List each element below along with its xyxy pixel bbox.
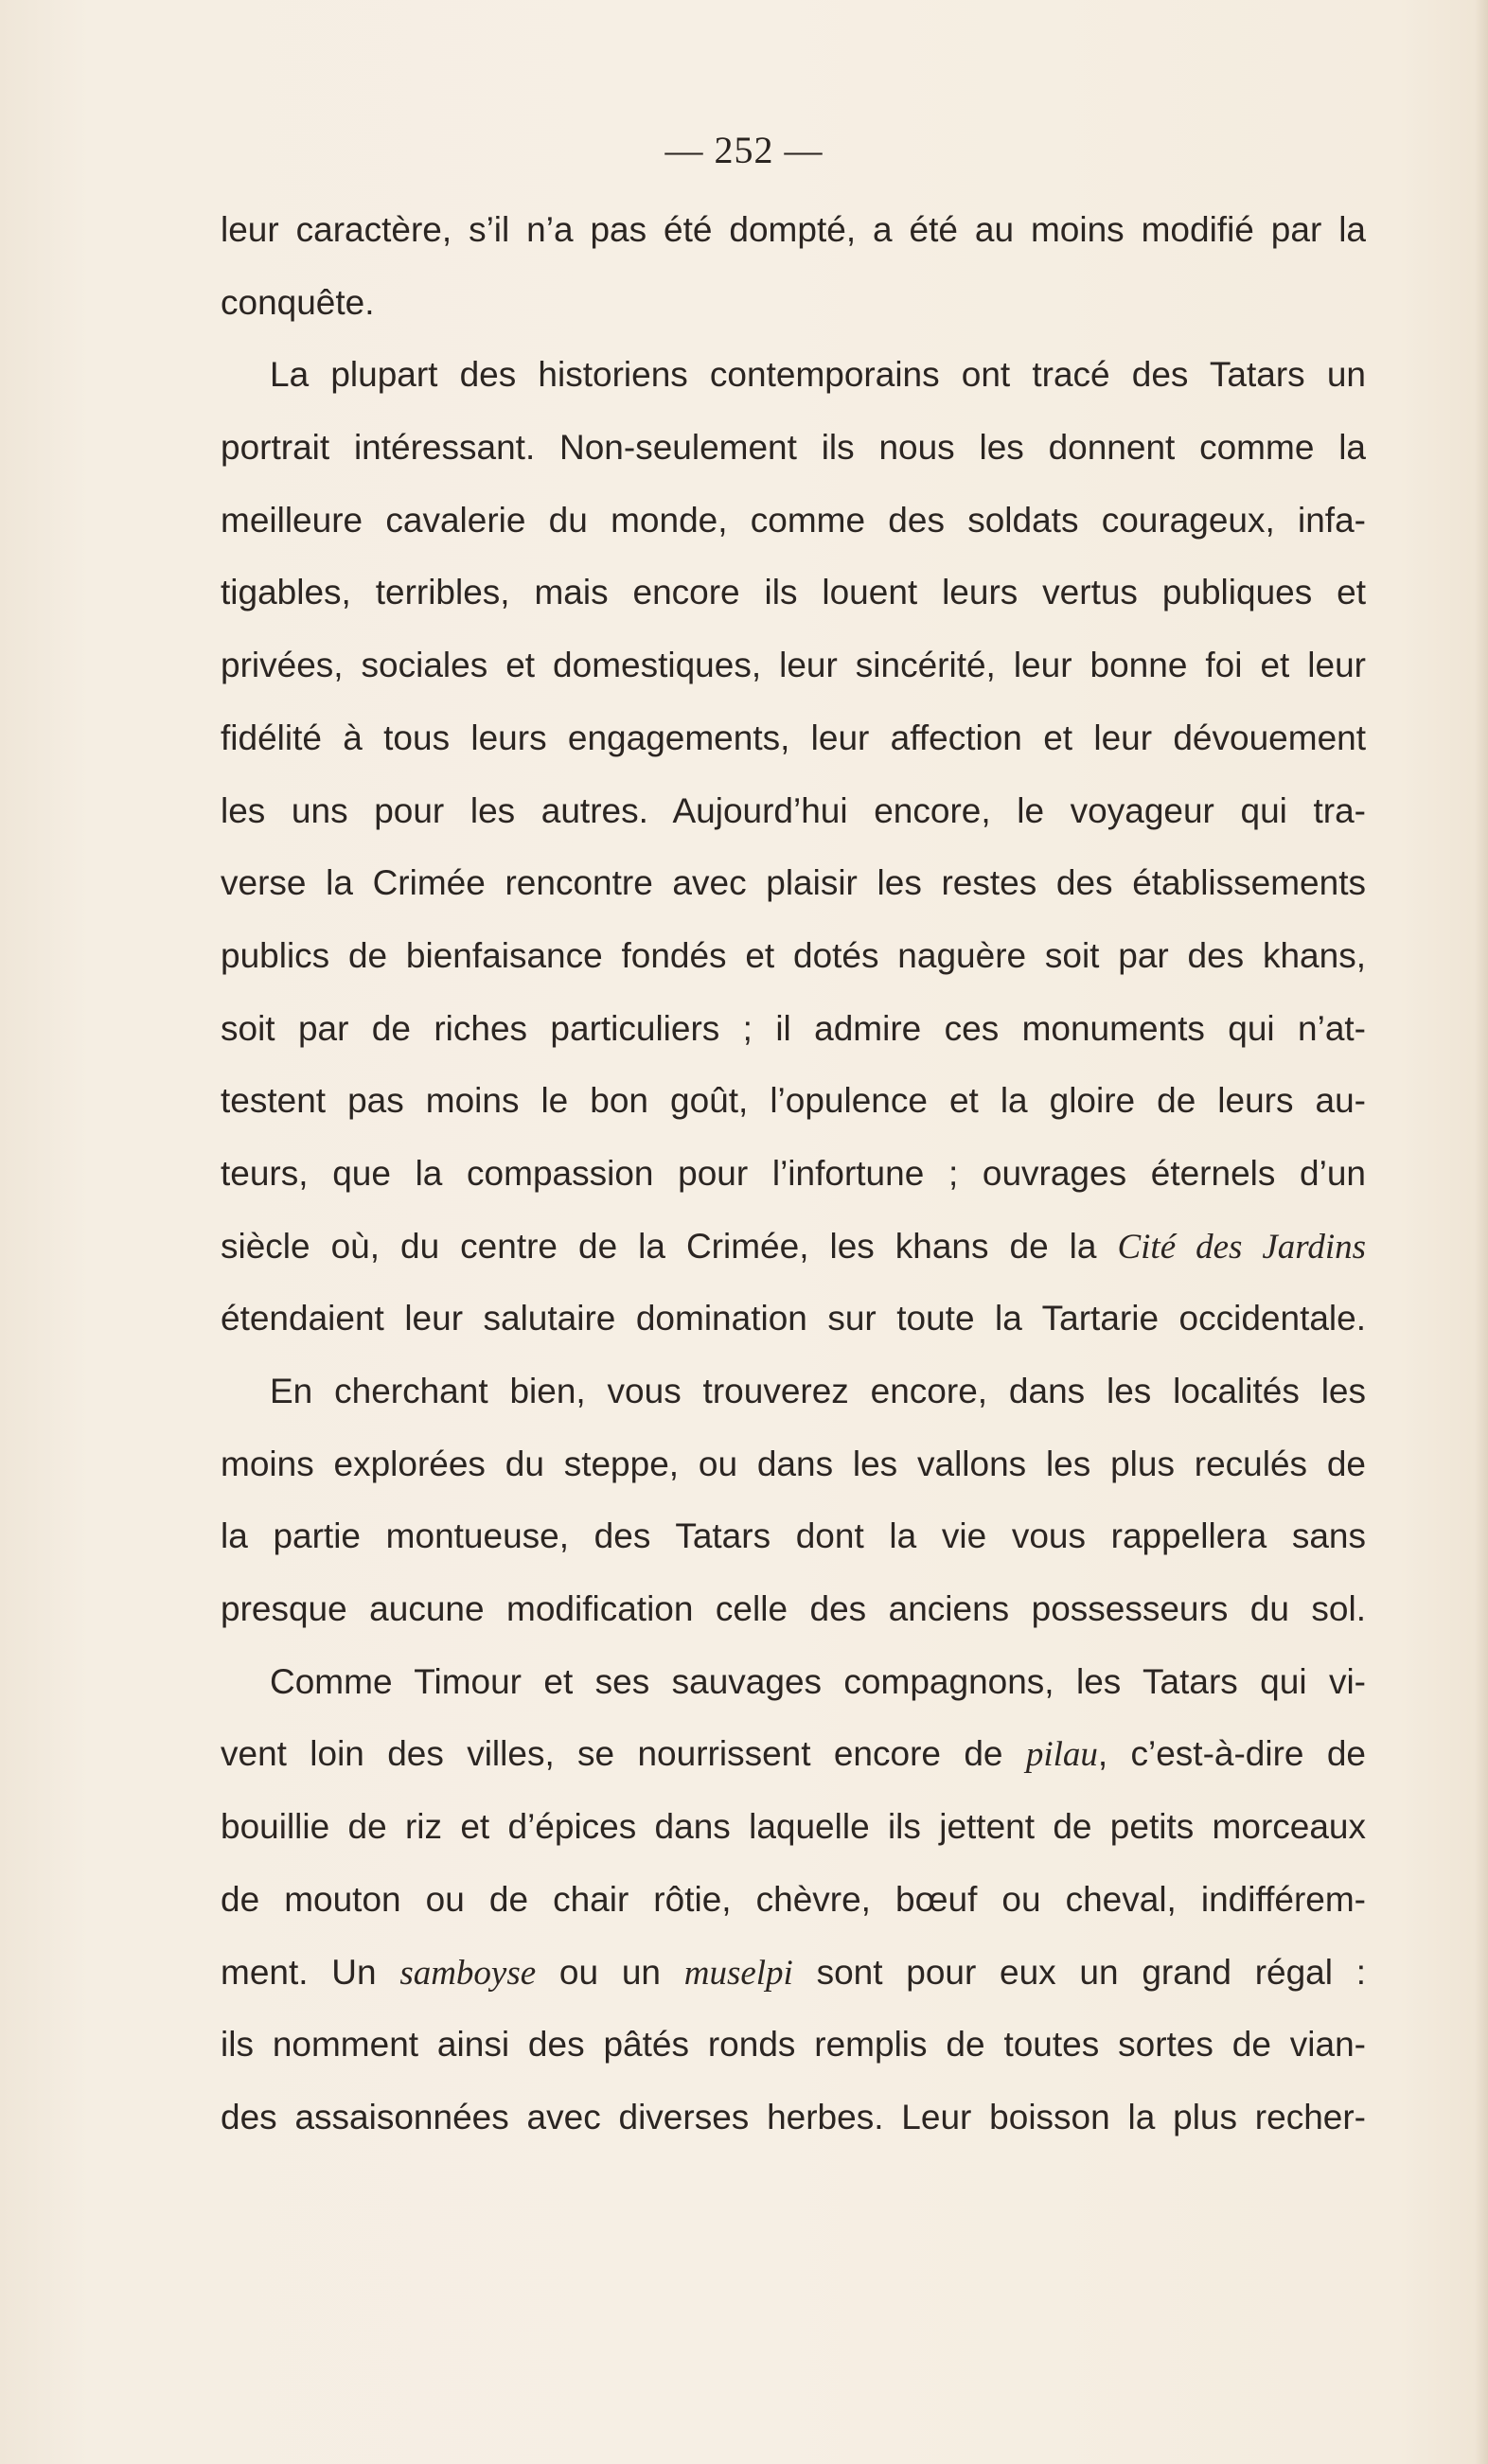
italic-term: muselpi xyxy=(683,1953,793,1993)
italic-term: Cité des Jardins xyxy=(1117,1227,1366,1267)
text-line xyxy=(221,1937,1366,2010)
text-segment: , c’est-à-dire de xyxy=(1097,1734,1366,1774)
text-line: Comme Timour et ses sauvages compagnons, les Tatars qui vi- xyxy=(270,1661,1366,1701)
text-line: moins explorées du steppe, ou dans les vallons les plus reculés de xyxy=(221,1444,1366,1483)
text-line: les uns pour les autres. Aujourd’hui encore, le voyageur qui tra- xyxy=(221,790,1366,830)
page-edge-shadow xyxy=(1475,0,1488,2464)
text-line xyxy=(221,1211,1366,1284)
text-line: presque aucune modification celle des anciens possesseurs du sol. xyxy=(221,1589,1366,1629)
text-line: conquête. xyxy=(221,282,375,322)
text-line: leur caractère, s’il n’a pas été dompté, a été au moins modifié par la xyxy=(221,210,1366,249)
page-number: — 252 — xyxy=(664,129,824,171)
text-line: En cherchant bien, vous trouverez encore, dans les localités les xyxy=(270,1372,1366,1410)
italic-term: samboyse xyxy=(399,1953,537,1993)
text-line: tigables, terribles, mais encore ils louent leurs vertus publiques et xyxy=(221,573,1366,612)
text-line: privées, sociales et domestiques, leur sincérité, leur bonne foi et leur xyxy=(221,646,1366,685)
text-line: de mouton ou de chair rôtie, chèvre, bœuf ou cheval, indifférem- xyxy=(221,1879,1366,1919)
text-segment: ment. Un xyxy=(221,1952,400,1992)
text-segment: siècle où, du centre de la Crimée, les khans de la xyxy=(221,1226,1118,1266)
text-line: verse la Crimée rencontre avec plaisir les restes des établissements xyxy=(221,863,1366,903)
text-segment: ou un xyxy=(536,1952,684,1992)
text-line: la partie montueuse, des Tatars dont la vie vous rappellera sans xyxy=(221,1516,1366,1556)
text-line: testent pas moins le bon goût, l’opulence et la gloire de leurs au- xyxy=(221,1081,1366,1121)
body-text xyxy=(221,194,1366,2154)
italic-term: pilau xyxy=(1025,1735,1098,1775)
text-line: soit par de riches particuliers ; il admire ces monuments qui n’at- xyxy=(221,1008,1366,1048)
text-segment: sont pour eux un grand régal : xyxy=(792,1952,1366,1992)
text-line xyxy=(221,1718,1366,1791)
text-segment: vent loin des villes, se nourrissent encore de xyxy=(221,1734,1026,1774)
text-line: teurs, que la compassion pour l’infortune ; ouvrages éternels d’un xyxy=(221,1153,1366,1193)
text-line: bouillie de riz et d’épices dans laquelle ils jettent de petits morceaux xyxy=(221,1807,1366,1847)
text-line: portrait intéressant. Non-seulement ils nous les donnent comme la xyxy=(221,428,1366,468)
text-line: ils nomment ainsi des pâtés ronds remplis de toutes sortes de vian- xyxy=(221,2025,1366,2065)
text-line: publics de bienfaisance fondés et dotés naguère soit par des khans, xyxy=(221,935,1366,975)
text-line: étendaient leur salutaire domination sur toute la Tartarie occidentale. xyxy=(221,1299,1366,1338)
text-line: fidélité à tous leurs engagements, leur affection et leur dévouement xyxy=(221,718,1366,757)
text-line: des assaisonnées avec diverses herbes. Leur boisson la plus recher- xyxy=(221,2097,1366,2136)
text-line: meilleure cavalerie du monde, comme des soldats courageux, infa- xyxy=(221,500,1366,540)
text-line: La plupart des historiens contemporains ont tracé des Tatars un xyxy=(270,355,1366,395)
